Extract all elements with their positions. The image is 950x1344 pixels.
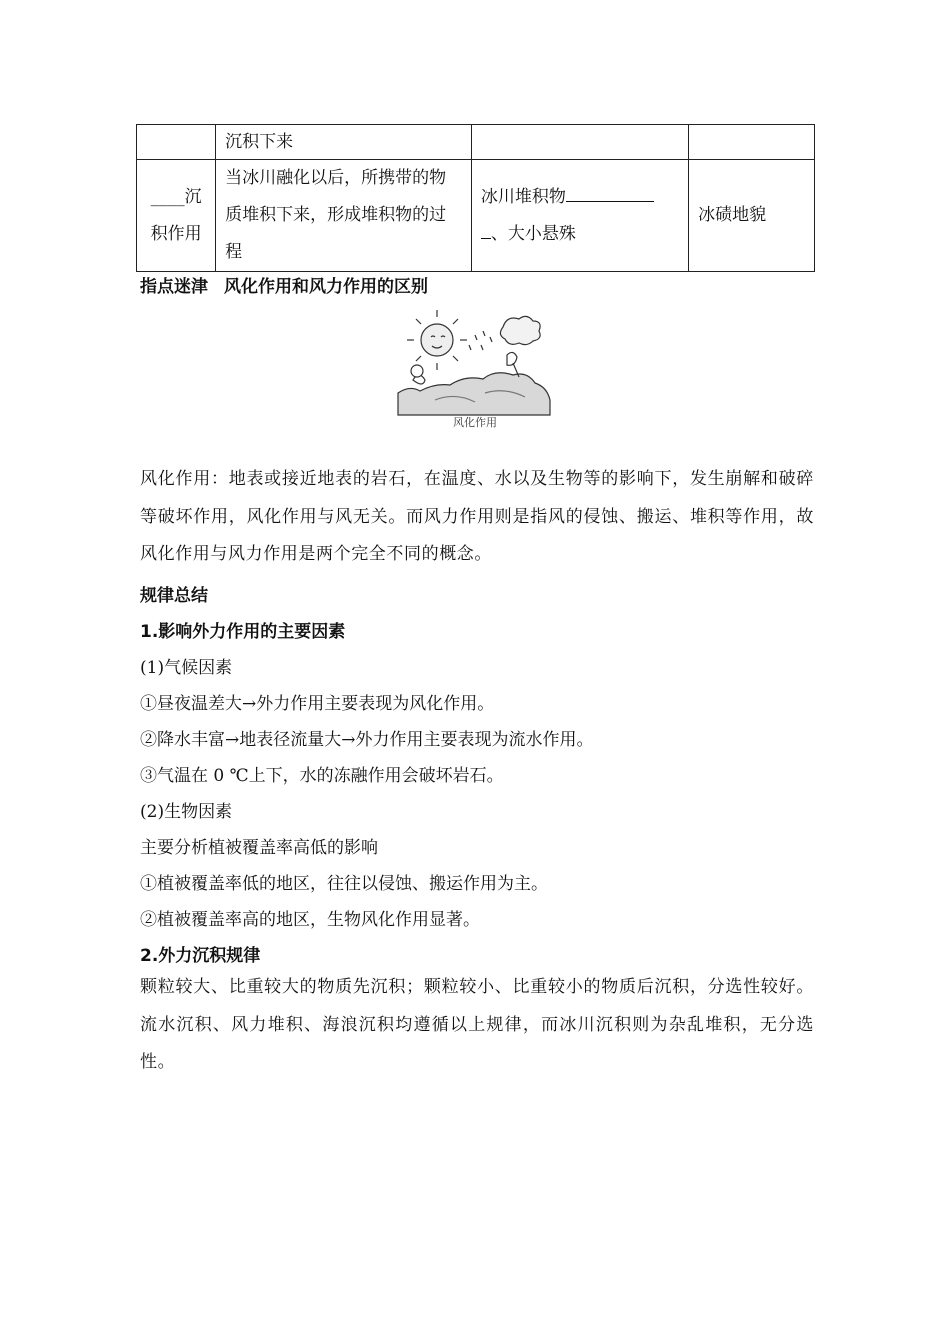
glacier-table xyxy=(136,124,815,272)
figure-caption: 风化作用 xyxy=(453,416,497,429)
table-cell-landform: 冰碛地貌 xyxy=(689,160,815,272)
list-item: ②降水丰富→地表径流量大→外力作用主要表现为流水作用。 xyxy=(140,730,594,750)
table-row xyxy=(137,125,815,160)
table-cell-features xyxy=(471,160,688,272)
tip-paragraph: 风化作用：地表或接近地表的岩石，在温度、水以及生物等的影响下，发生崩解和破碎等破坏作用，风化作用与风无关。而风力作用则是指风的侵蚀、搬运、堆积等作用，故风化作用与风力作用是两个完全不同的概念。 xyxy=(140,469,814,564)
section-2-title: 2.外力沉积规律 xyxy=(140,946,261,966)
fill-blank: ____ xyxy=(150,186,185,207)
section-2-paragraph: 颗粒较大、比重较大的物质先沉积；颗粒较小、比重较小的物质后沉积，分选性较好。流水沉积、风力堆积、海浪沉积均遵循以上规律，而冰川沉积则为杂乱堆积，无分选性。 xyxy=(140,977,814,1072)
table-cell-process xyxy=(137,160,216,272)
table-cell xyxy=(689,125,815,160)
tip-title: 风化作用和风力作用的区别 xyxy=(224,277,428,297)
summary-heading: 规律总结 xyxy=(140,586,208,606)
tip-heading xyxy=(140,272,820,297)
subsection-biology: (2)生物因素 xyxy=(140,802,233,822)
section-1-title: 1.影响外力作用的主要因素 xyxy=(140,622,346,642)
list-item: ①昼夜温差大→外力作用主要表现为风化作用。 xyxy=(140,694,495,714)
list-item: ①植被覆盖率低的地区，往往以侵蚀、搬运作用为主。 xyxy=(140,874,548,894)
table-cell-description: 当冰川融化以后，所携带的物质堆积下来，形成堆积物的过程 xyxy=(216,160,472,272)
feature-text-b: 、大小悬殊 xyxy=(490,223,576,244)
list-item: ③气温在 0 ℃上下，水的冻融作用会破坏岩石。 xyxy=(140,766,504,786)
process-name: 沉积作用 xyxy=(150,186,202,244)
tip-label: 指点迷津 xyxy=(140,277,208,297)
table-cell xyxy=(137,125,216,160)
list-item: ②植被覆盖率高的地区，生物风化作用显著。 xyxy=(140,910,480,930)
fill-blank xyxy=(566,201,654,202)
subsection-climate: (1)气候因素 xyxy=(140,658,233,678)
subsection-intro: 主要分析植被覆盖率高低的影响 xyxy=(140,838,378,858)
table-cell xyxy=(471,125,688,160)
fill-blank xyxy=(481,238,491,239)
table-row xyxy=(137,160,815,272)
table-cell: 沉积下来 xyxy=(216,125,472,160)
feature-text-a: 冰川堆积物 xyxy=(480,186,566,207)
